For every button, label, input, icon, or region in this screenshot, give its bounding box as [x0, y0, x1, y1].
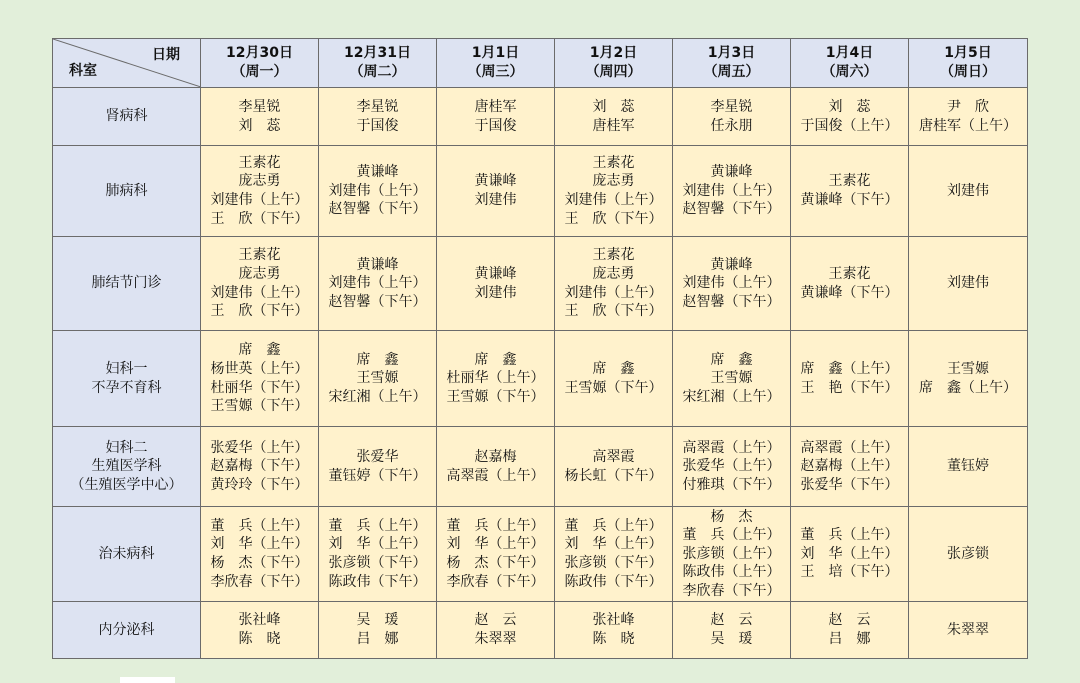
doctor-entry: 赵嘉梅（下午） — [210, 458, 309, 475]
corner-date-label: 日期 — [152, 47, 180, 63]
doctor-cell — [201, 507, 319, 602]
corner-dept-label: 科室 — [69, 63, 97, 80]
doctor-entry: 黄谦峰 — [474, 173, 517, 190]
doctor-entry: 刘建伟 — [474, 192, 517, 208]
day-date: 12月31日 — [344, 45, 411, 62]
doctor-entry: 张爱华（下午） — [800, 476, 899, 493]
doctor-entry: 王雪嫄（下午） — [210, 398, 309, 415]
doctor-entry: 黄谦峰 — [710, 256, 753, 273]
doctor-list — [319, 448, 436, 485]
doctor-entry: 于国俊 — [356, 117, 399, 134]
doctor-entry: 张爱华（上午） — [682, 458, 781, 475]
doctor-cell — [909, 427, 1028, 507]
doctor-entry: 黄谦峰 — [474, 265, 517, 282]
doctor-entry: 王雪嫄（下午） — [446, 388, 545, 405]
schedule-row — [53, 427, 1028, 507]
doctor-entry: 陈 晓 — [592, 631, 635, 647]
doctor-list — [909, 98, 1027, 135]
day-date: 12月30日 — [226, 45, 293, 62]
doctor-entry: 刘建伟 — [947, 182, 989, 199]
doctor-entry: 李星锐 — [710, 98, 753, 115]
doctor-entry: 刘建伟（上午） — [682, 182, 781, 199]
doctor-entry: 王雪嫄 — [356, 370, 399, 387]
doctor-entry: 陈政伟（上午） — [682, 564, 781, 581]
doctor-cell — [673, 88, 791, 146]
bottom-edge-strip — [120, 677, 175, 683]
doctor-entry: 吕 娜 — [356, 631, 399, 647]
doctor-entry: 王素花 — [592, 154, 635, 171]
doctor-entry: 吴 瑗 — [356, 612, 399, 629]
doctor-cell — [791, 331, 909, 427]
doctor-list — [201, 341, 318, 415]
doctor-cell — [437, 146, 555, 237]
doctor-entry: 张社峰 — [592, 612, 635, 629]
doctor-list — [673, 351, 790, 407]
doctor-entry: 庞志勇 — [238, 173, 281, 190]
doctor-entry: 张爱华 — [356, 448, 399, 465]
doctor-cell — [555, 507, 673, 602]
doctor-entry: 王素花 — [592, 247, 635, 264]
doctor-list — [437, 98, 554, 135]
doctor-entry: 刘建伟 — [947, 275, 989, 292]
doctor-list — [555, 98, 672, 135]
doctor-entry: 刘建伟（上午） — [564, 284, 663, 301]
doctor-entry: 宋红湘（上午） — [328, 388, 427, 405]
doctor-entry: 高翠霞（上午） — [446, 467, 545, 484]
doctor-entry: 席 鑫 — [592, 360, 635, 377]
doctor-entry: 黄谦峰 — [356, 164, 399, 181]
doctor-list — [673, 439, 790, 495]
doctor-entry: 赵嘉梅 — [474, 448, 517, 465]
doctor-list — [201, 154, 318, 228]
doctor-entry: 刘建伟（上午） — [564, 192, 663, 208]
doctor-cell — [909, 88, 1028, 146]
doctor-list — [437, 172, 554, 209]
doctor-cell — [319, 237, 437, 331]
doctor-list — [555, 360, 672, 397]
doctor-list — [909, 621, 1027, 640]
doctor-entry: 任永朋 — [710, 117, 753, 134]
doctor-entry: 席 鑫 — [474, 351, 517, 368]
doctor-list — [437, 265, 554, 302]
dept-name: 内分泌科 — [98, 621, 155, 638]
day-header — [319, 39, 437, 88]
day-date: 1月2日 — [589, 45, 638, 62]
doctor-cell — [673, 331, 791, 427]
doctor-list — [555, 448, 672, 485]
doctor-entry: 赵嘉梅（上午） — [800, 458, 899, 475]
doctor-entry: 黄谦峰（下午） — [800, 192, 899, 208]
doctor-entry: 赵智馨（下午） — [682, 201, 781, 218]
doctor-entry: 黄谦峰（下午） — [800, 284, 899, 301]
doctor-entry: 王素花 — [828, 265, 871, 282]
day-date: 1月5日 — [944, 45, 992, 62]
doctor-entry: 张社峰 — [238, 612, 281, 629]
doctor-entry: 刘 蕊 — [592, 98, 635, 115]
doctor-cell — [201, 146, 319, 237]
day-weekday: （周六） — [821, 64, 878, 80]
doctor-entry: 宋红湘（上午） — [682, 388, 781, 405]
doctor-list — [673, 508, 790, 601]
doctor-entry: 刘 蕊 — [238, 117, 281, 134]
doctor-cell — [319, 146, 437, 237]
doctor-cell — [555, 146, 673, 237]
doctor-list — [319, 163, 436, 219]
doctor-cell — [673, 427, 791, 507]
doctor-list — [791, 265, 908, 302]
doctor-list — [791, 439, 908, 495]
doctor-entry: 黄玲玲（下午） — [210, 476, 309, 493]
dept-cell — [53, 602, 201, 659]
doctor-entry: 唐桂军（上午） — [919, 117, 1017, 134]
doctor-list — [909, 274, 1027, 293]
doctor-list — [909, 360, 1027, 397]
doctor-entry: 高翠霞（上午） — [800, 439, 899, 456]
doctor-entry: 黄谦峰 — [356, 256, 399, 273]
doctor-entry: 席 鑫 — [238, 342, 281, 359]
doctor-entry: 陈 晓 — [238, 631, 281, 647]
day-weekday: （周二） — [349, 64, 406, 80]
doctor-cell — [555, 427, 673, 507]
doctor-entry: 朱翠翠 — [474, 631, 517, 647]
doctor-entry: 庞志勇 — [592, 173, 635, 190]
day-header — [909, 39, 1028, 88]
doctor-entry: 王 艳（下午） — [800, 379, 899, 396]
doctor-cell — [437, 88, 555, 146]
dept-cell — [53, 427, 201, 507]
doctor-entry: 尹 欣 — [947, 98, 989, 115]
schedule-row — [53, 331, 1028, 427]
doctor-entry: 黄谦峰 — [710, 164, 753, 181]
doctor-cell — [201, 427, 319, 507]
doctor-entry: 王 培（下午） — [800, 564, 899, 581]
doctor-cell — [791, 602, 909, 659]
doctor-list — [437, 611, 554, 648]
doctor-entry: 唐桂军 — [592, 117, 635, 134]
doctor-entry: 赵智馨（下午） — [328, 293, 427, 310]
day-date: 1月1日 — [471, 45, 520, 62]
doctor-entry: 王素花 — [828, 173, 871, 190]
dept-cell — [53, 237, 201, 331]
doctor-entry: 王雪嫄 — [947, 360, 989, 377]
doctor-entry: 张彦锁（上午） — [682, 545, 781, 562]
doctor-entry: 王 欣（下午） — [210, 303, 309, 320]
doctor-entry: 杨 杰（下午） — [210, 555, 309, 571]
corner-header-cell — [53, 39, 201, 88]
day-weekday: （周五） — [703, 64, 760, 80]
doctor-entry: 高翠霞（上午） — [682, 439, 781, 456]
duty-schedule-table — [52, 38, 1028, 659]
doctor-cell — [319, 602, 437, 659]
day-weekday: （周一） — [231, 64, 288, 80]
dept-name: 肺病科 — [105, 182, 148, 199]
doctor-list — [555, 246, 672, 320]
doctor-cell — [319, 331, 437, 427]
doctor-entry: 赵智馨（下午） — [328, 201, 427, 218]
day-header — [791, 39, 909, 88]
doctor-entry: 杨 杰（下午） — [446, 555, 545, 571]
doctor-cell — [555, 602, 673, 659]
doctor-entry: 董钰婷（下午） — [328, 467, 427, 484]
doctor-entry: 于国俊 — [474, 117, 517, 134]
doctor-cell — [791, 507, 909, 602]
schedule-row — [53, 507, 1028, 602]
doctor-cell — [437, 602, 555, 659]
doctor-cell — [201, 331, 319, 427]
doctor-cell — [791, 88, 909, 146]
doctor-cell — [909, 237, 1028, 331]
doctor-cell — [437, 427, 555, 507]
doctor-list — [555, 611, 672, 648]
doctor-entry: 刘 蕊 — [828, 98, 871, 115]
doctor-entry: 董 兵（上午） — [328, 517, 427, 534]
doctor-entry: 张彦锁（下午） — [564, 555, 663, 571]
doctor-entry: 吴 瑗 — [710, 631, 753, 647]
doctor-entry: 陈政伟（下午） — [328, 573, 427, 590]
day-date: 1月4日 — [825, 45, 874, 62]
doctor-cell — [673, 602, 791, 659]
doctor-cell — [673, 507, 791, 602]
doctor-entry: 董 兵（上午） — [682, 527, 781, 544]
doctor-entry: 唐桂军 — [474, 98, 517, 115]
doctor-entry: 王雪嫄 — [710, 370, 753, 387]
doctor-list — [201, 98, 318, 135]
doctor-list — [555, 517, 672, 591]
day-weekday: （周日） — [940, 64, 996, 80]
doctor-list — [201, 246, 318, 320]
doctor-cell — [437, 237, 555, 331]
doctor-cell — [791, 237, 909, 331]
doctor-entry: 王雪嫄（下午） — [564, 379, 663, 396]
doctor-cell — [555, 237, 673, 331]
doctor-cell — [909, 602, 1028, 659]
doctor-list — [201, 517, 318, 591]
doctor-list — [673, 611, 790, 648]
doctor-entry: 董 兵（上午） — [564, 517, 663, 534]
doctor-entry: 杨世英（上午） — [210, 360, 309, 377]
day-header — [555, 39, 673, 88]
doctor-entry: 席 鑫（上午） — [919, 379, 1017, 396]
doctor-entry: 刘建伟（上午） — [682, 275, 781, 292]
doctor-cell — [791, 427, 909, 507]
doctor-list — [319, 98, 436, 135]
doctor-entry: 董 兵（上午） — [210, 517, 309, 534]
dept-cell — [53, 331, 201, 427]
doctor-entry: 董 兵（上午） — [800, 527, 899, 544]
doctor-list — [909, 182, 1027, 201]
day-weekday: （周四） — [585, 64, 642, 80]
doctor-list — [673, 98, 790, 135]
doctor-entry: 刘 华（上午） — [564, 536, 663, 553]
schedule-row — [53, 602, 1028, 659]
doctor-entry: 张彦锁（下午） — [328, 555, 427, 571]
doctor-entry: 王素花 — [238, 247, 281, 264]
doctor-cell — [201, 88, 319, 146]
doctor-entry: 刘建伟（上午） — [328, 182, 427, 199]
dept-name: 治未病科 — [98, 545, 155, 562]
doctor-cell — [437, 507, 555, 602]
doctor-entry: 李星锐 — [238, 98, 281, 115]
doctor-entry: 朱翠翠 — [947, 621, 989, 638]
doctor-list — [319, 611, 436, 648]
doctor-entry: 赵智馨（下午） — [682, 293, 781, 310]
header-row — [53, 39, 1028, 88]
doctor-entry: 刘 华（上午） — [210, 536, 309, 553]
doctor-entry: 董钰婷 — [947, 458, 989, 475]
doctor-list — [319, 517, 436, 591]
doctor-entry: 刘 华（上午） — [800, 545, 899, 562]
doctor-cell — [555, 88, 673, 146]
doctor-list — [437, 448, 554, 485]
day-header — [673, 39, 791, 88]
doctor-entry: 王 欣（下午） — [210, 210, 309, 227]
doctor-cell — [201, 602, 319, 659]
doctor-entry: 席 鑫 — [356, 351, 399, 368]
doctor-entry: 刘 华（上午） — [446, 536, 545, 553]
day-header — [201, 39, 319, 88]
doctor-cell — [319, 507, 437, 602]
doctor-entry: 赵 云 — [474, 612, 517, 629]
doctor-entry: 付雅琪（下午） — [682, 476, 781, 493]
doctor-cell — [319, 88, 437, 146]
doctor-entry: 李欣春（下午） — [682, 582, 781, 599]
doctor-cell — [791, 146, 909, 237]
doctor-cell — [909, 331, 1028, 427]
doctor-cell — [673, 237, 791, 331]
doctor-entry: 王 欣（下午） — [564, 303, 663, 320]
doctor-entry: 杨 杰 — [710, 508, 753, 525]
doctor-entry: 王素花 — [238, 154, 281, 171]
doctor-cell — [555, 331, 673, 427]
doctor-list — [437, 351, 554, 407]
doctor-list — [319, 256, 436, 312]
schedule-row — [53, 88, 1028, 146]
schedule-row — [53, 237, 1028, 331]
day-date: 1月3日 — [707, 45, 756, 62]
doctor-list — [791, 611, 908, 648]
doctor-entry: 张爱华（上午） — [210, 439, 309, 456]
doctor-entry: 杨长虹（下午） — [564, 467, 663, 484]
doctor-entry: 陈政伟（下午） — [564, 573, 663, 590]
day-weekday: （周三） — [467, 64, 524, 80]
doctor-list — [319, 351, 436, 407]
dept-name: 肺结节门诊 — [91, 275, 162, 292]
doctor-entry: 董 兵（上午） — [446, 517, 545, 534]
doctor-list — [673, 256, 790, 312]
doctor-entry: 刘建伟（上午） — [328, 275, 427, 292]
doctor-cell — [909, 146, 1028, 237]
doctor-entry: 吕 娜 — [828, 631, 871, 647]
doctor-cell — [673, 146, 791, 237]
dept-cell — [53, 146, 201, 237]
doctor-cell — [909, 507, 1028, 602]
doctor-entry: 于国俊（上午） — [800, 117, 899, 134]
doctor-list — [909, 545, 1027, 564]
doctor-list — [791, 98, 908, 135]
schedule-row — [53, 146, 1028, 237]
doctor-list — [201, 611, 318, 648]
doctor-list — [673, 163, 790, 219]
doctor-entry: 张彦锁 — [947, 545, 989, 562]
doctor-entry: 赵 云 — [828, 612, 871, 629]
doctor-cell — [201, 237, 319, 331]
doctor-list — [791, 360, 908, 397]
day-header — [437, 39, 555, 88]
doctor-entry: 王 欣（下午） — [564, 210, 663, 227]
doctor-entry: 李欣春（下午） — [446, 573, 545, 590]
doctor-list — [791, 526, 908, 582]
dept-cell — [53, 88, 201, 146]
dept-name: 妇科一 不孕不育科 — [91, 360, 162, 396]
doctor-entry: 赵 云 — [710, 612, 753, 629]
doctor-list — [555, 154, 672, 228]
doctor-list — [909, 457, 1027, 476]
doctor-cell — [319, 427, 437, 507]
doctor-entry: 刘建伟（上午） — [210, 192, 309, 208]
doctor-entry: 刘建伟 — [474, 284, 517, 301]
doctor-list — [791, 172, 908, 209]
dept-name: 肾病科 — [105, 108, 148, 125]
dept-name: 妇科二 生殖医学科 （生殖医学中心） — [70, 439, 183, 493]
doctor-entry: 刘建伟（上午） — [210, 284, 309, 301]
doctor-entry: 刘 华（上午） — [328, 536, 427, 553]
doctor-entry: 李星锐 — [356, 98, 399, 115]
doctor-entry: 庞志勇 — [592, 265, 635, 282]
doctor-entry: 席 鑫（上午） — [800, 360, 899, 377]
doctor-cell — [437, 331, 555, 427]
doctor-entry: 席 鑫 — [710, 351, 753, 368]
doctor-entry: 杜丽华（下午） — [210, 379, 309, 396]
doctor-entry: 杜丽华（上午） — [446, 370, 545, 387]
doctor-list — [201, 439, 318, 495]
doctor-entry: 李欣春（下午） — [210, 573, 309, 590]
dept-cell — [53, 507, 201, 602]
doctor-list — [437, 517, 554, 591]
doctor-entry: 高翠霞 — [592, 448, 635, 465]
doctor-entry: 庞志勇 — [238, 265, 281, 282]
